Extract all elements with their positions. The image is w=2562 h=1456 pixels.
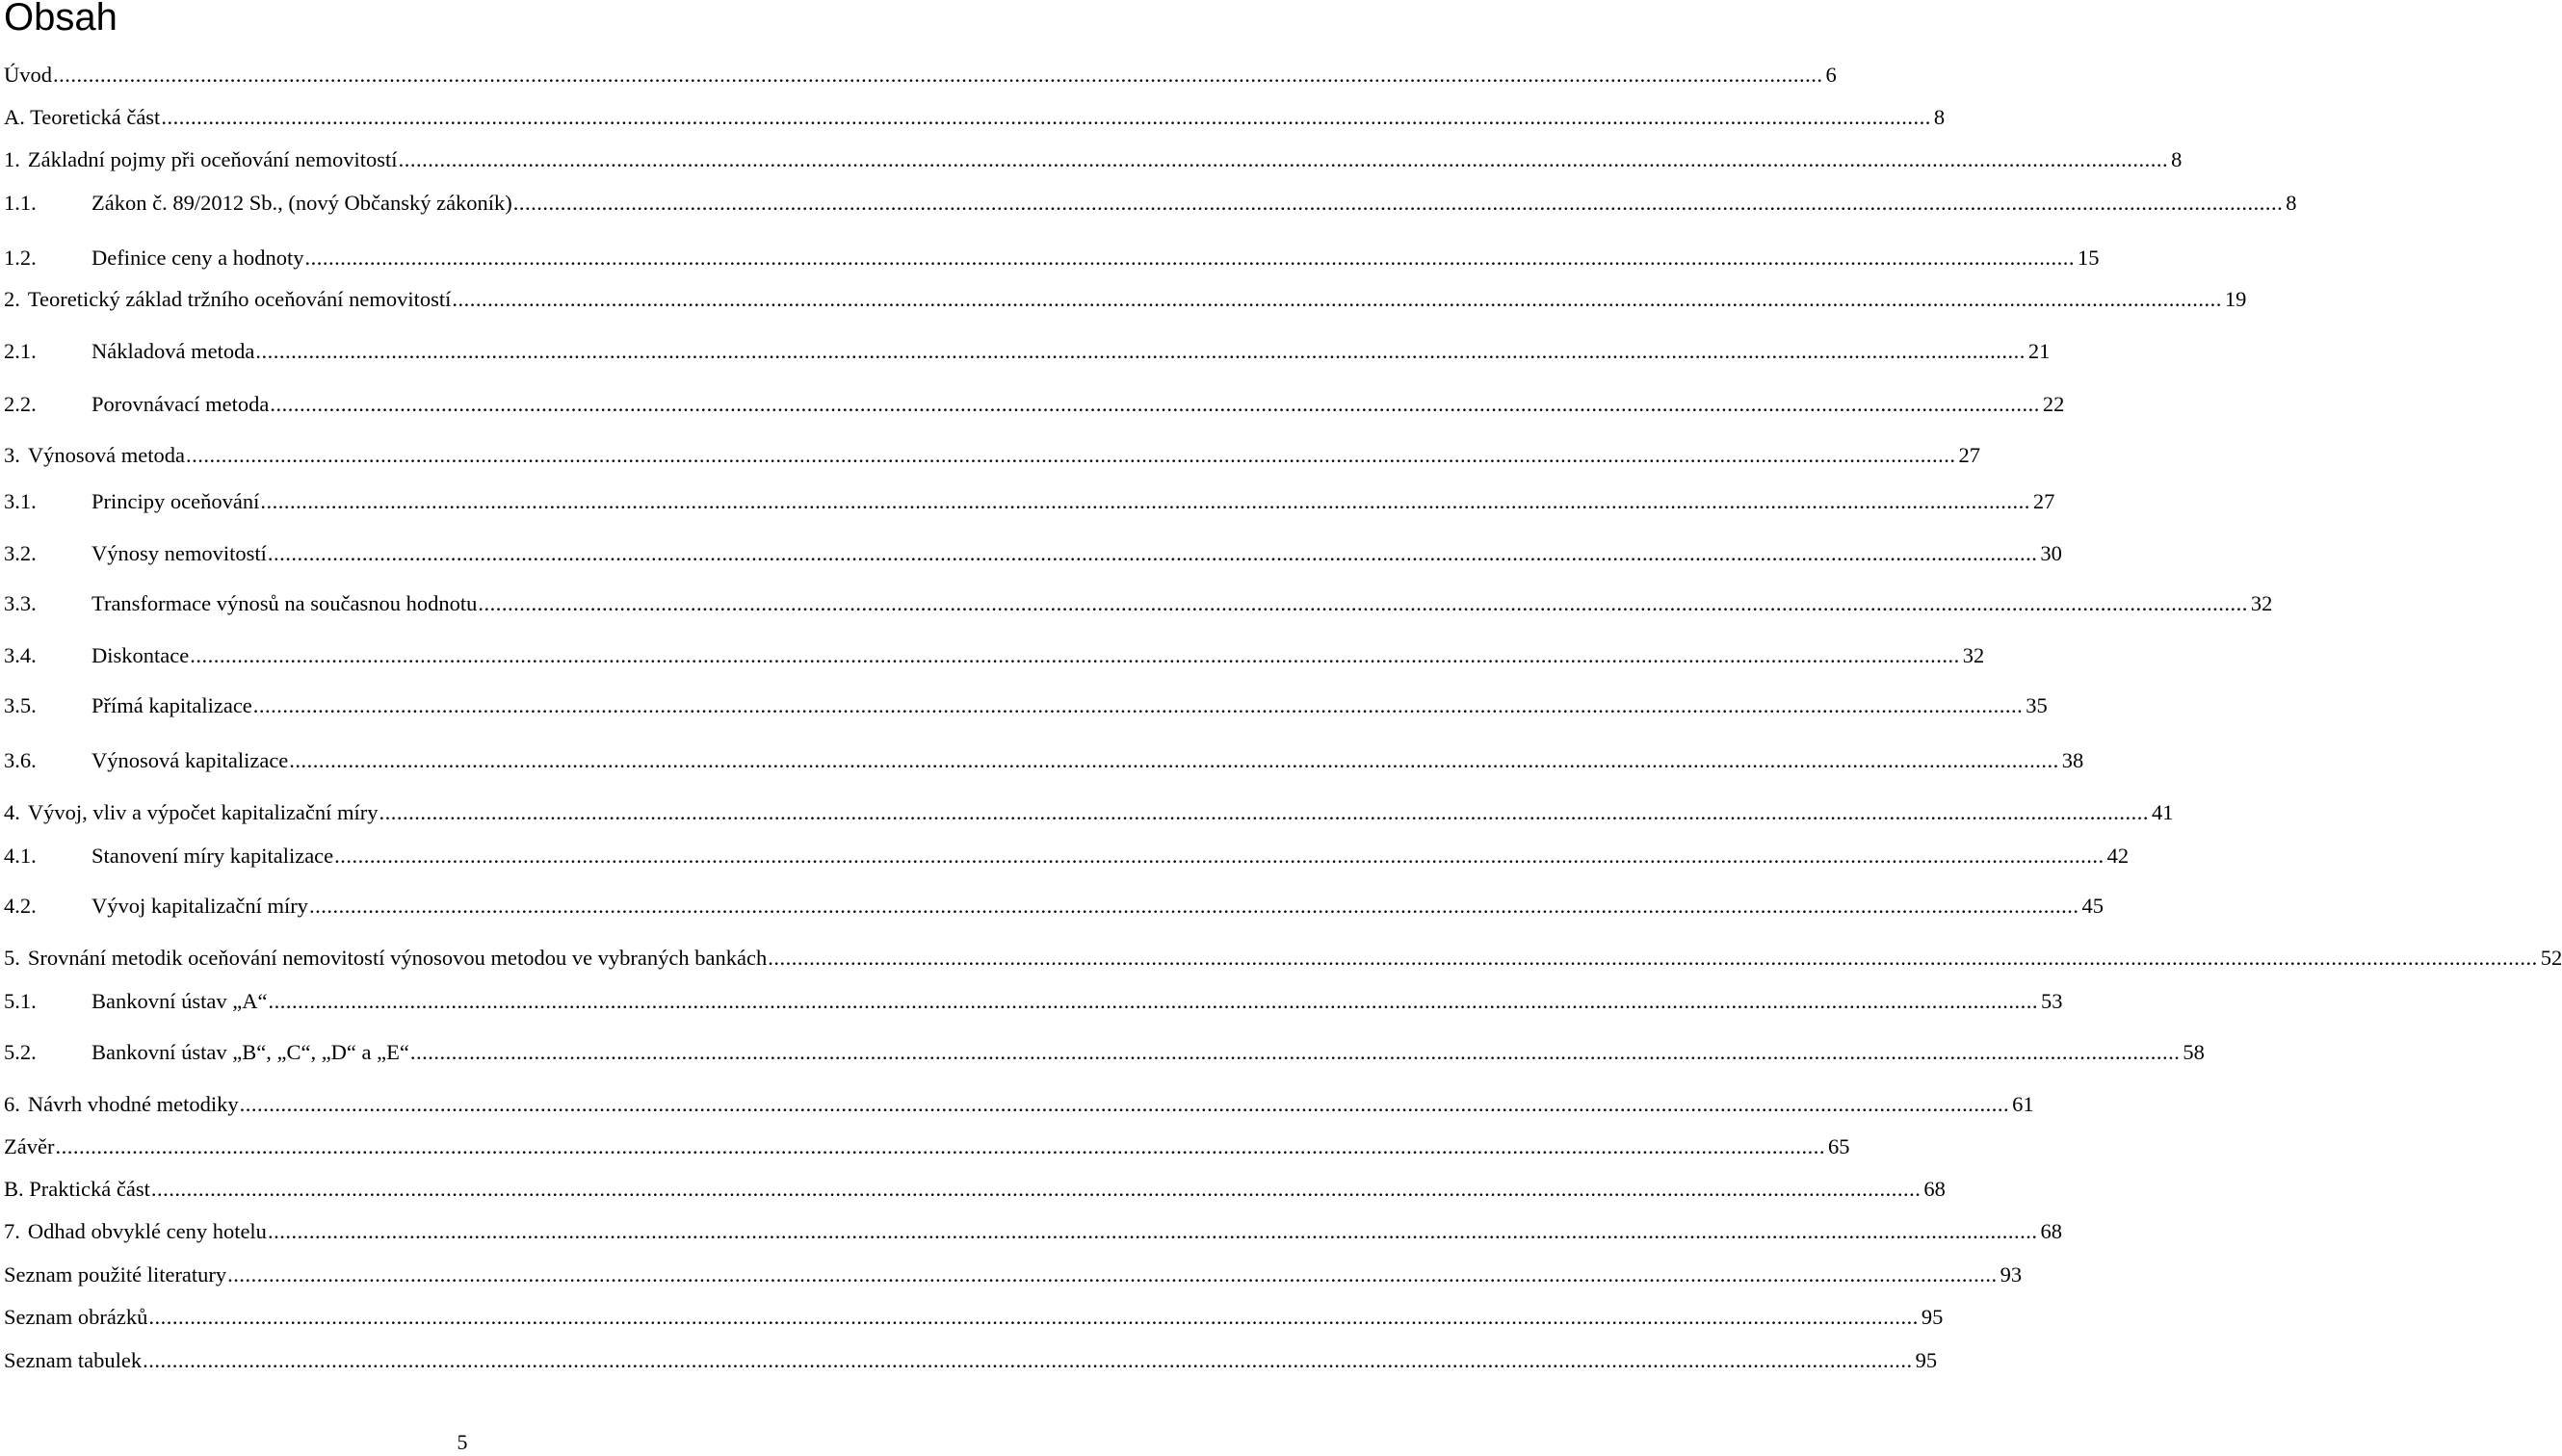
toc-dot-leader: ............................................................................................................................................................................................................................................................................................................ [398, 147, 2169, 171]
toc-entry-number: 5. [4, 946, 20, 970]
toc-entry-page: 58 [2183, 1040, 2205, 1064]
toc-dot-leader: ............................................................................................................................................................................................................................................................................................................ [161, 105, 1931, 129]
toc-entry-page: 35 [2026, 693, 2048, 717]
toc-entry[interactable] [4, 891, 2104, 922]
toc-entry-page: 41 [2152, 800, 2174, 824]
toc-entry-page: 68 [2040, 1219, 2062, 1243]
toc-entry-page: 6 [1825, 63, 1837, 87]
toc-entry-number: 4.1. [4, 844, 37, 868]
toc-entry-title: Úvod [4, 63, 52, 87]
toc-entry-title: Odhad obvyklé ceny hotelu [27, 1219, 267, 1243]
toc-entry-number: 5.2. [4, 1040, 37, 1064]
toc-dot-leader: ............................................................................................................................................................................................................................................................................................................ [304, 246, 2076, 270]
toc-entry-title: Výnosová metoda [27, 443, 185, 467]
toc-dot-leader: ............................................................................................................................................................................................................................................................................................................ [268, 989, 2038, 1013]
toc-entry-page: 8 [1933, 105, 1946, 129]
toc-entry[interactable] [4, 1216, 2062, 1247]
toc-entry-page: 45 [2081, 894, 2104, 918]
toc-entry-title: Diskontace [92, 643, 190, 667]
toc-entry[interactable] [4, 943, 2562, 974]
toc-dot-leader: ............................................................................................................................................................................................................................................................................................................ [190, 643, 1960, 667]
toc-entry-number: 3.3. [4, 591, 37, 615]
toc-entry-title: Zákon č. 89/2012 Sb., (nový Občanský zákoník) [92, 191, 512, 215]
toc-entry-page: 27 [2032, 489, 2055, 513]
toc-entry-page: 32 [1962, 643, 1985, 667]
toc-dot-leader: ............................................................................................................................................................................................................................................................................................................ [252, 693, 2024, 717]
toc-entry[interactable] [4, 440, 1980, 471]
toc-entry-page: 61 [2012, 1092, 2034, 1116]
toc-entry-number: 4. [4, 800, 20, 824]
toc-dot-leader: ............................................................................................................................................................................................................................................................................................................ [255, 339, 2026, 363]
toc-dot-leader: ............................................................................................................................................................................................................................................................................................................ [267, 541, 2038, 565]
toc-entry[interactable] [4, 1345, 1938, 1376]
toc-entry[interactable] [4, 336, 2051, 367]
toc-entry-number: 5.1. [4, 989, 37, 1013]
toc-entry[interactable] [4, 745, 2084, 776]
toc-entry-number: 1. [4, 147, 20, 171]
toc-entry[interactable] [4, 986, 2063, 1017]
toc-dot-leader: ............................................................................................................................................................................................................................................................................................................ [478, 591, 2248, 615]
toc-entry[interactable] [4, 389, 2065, 420]
toc-entry[interactable] [4, 1089, 2034, 1120]
toc-entry-title: Definice ceny a hodnoty [92, 246, 304, 270]
toc-dot-leader: ............................................................................................................................................................................................................................................................................................................ [267, 1219, 2038, 1243]
toc-entry-number: 3.4. [4, 643, 37, 667]
toc-entry-number: 1.2. [4, 246, 37, 270]
toc-entry[interactable] [4, 1131, 1850, 1162]
toc-entry-title: Porovnávací metoda [92, 392, 270, 416]
toc-entry-page: 95 [1921, 1305, 1944, 1329]
toc-entry[interactable] [4, 486, 2055, 517]
toc-entry[interactable] [4, 841, 2130, 871]
toc-dot-leader: ............................................................................................................................................................................................................................................................................................................ [334, 844, 2104, 868]
toc-dot-leader: ............................................................................................................................................................................................................................................................................................................ [289, 748, 2059, 772]
toc-entry-title: Transformace výnosů na současnou hodnotu [92, 591, 478, 615]
toc-dot-leader: ............................................................................................................................................................................................................................................................................................................ [379, 800, 2150, 824]
toc-entry-title: Bankovní ústav „A“ [92, 989, 268, 1013]
toc-entry[interactable] [4, 588, 2273, 619]
toc-entry-number: 1.1. [4, 191, 37, 215]
toc-entry-title: Základní pojmy při oceňování nemovitostí [27, 147, 398, 171]
toc-entry-title: Seznam použité literatury [4, 1262, 227, 1287]
toc-entry-page: 8 [2286, 191, 2297, 215]
toc-entry-number: 3.6. [4, 748, 37, 772]
toc-entry-title: Principy oceňování [92, 489, 260, 513]
toc-entry-page: 95 [1915, 1348, 1938, 1372]
toc-entry-number: 7. [4, 1219, 20, 1243]
toc-entry-title: Výnosy nemovitostí [92, 541, 267, 565]
toc-entry[interactable] [4, 144, 2183, 175]
toc-entry-title: Přímá kapitalizace [92, 693, 252, 717]
toc-entry-page: 19 [2224, 287, 2247, 311]
toc-entry-title: Bankovní ústav „B“, „C“, „D“ a „E“ [92, 1040, 409, 1064]
toc-entry-title: Nákladová metoda [92, 339, 255, 363]
toc-dot-leader: ............................................................................................................................................................................................................................................................................................................ [512, 191, 2284, 215]
toc-entry[interactable] [4, 60, 1837, 91]
toc-dot-leader: ............................................................................................................................................................................................................................................................................................................ [260, 489, 2030, 513]
toc-dot-leader: ............................................................................................................................................................................................................................................................................................................ [270, 392, 2040, 416]
toc-entry[interactable] [4, 538, 2062, 569]
page-title: Obsah [4, 0, 118, 39]
toc-entry-title: Návrh vhodné metodiky [27, 1092, 239, 1116]
toc-entry-title: A. Teoretická část [4, 105, 161, 129]
toc-entry-number: 2.1. [4, 339, 37, 363]
toc-entry-number: 2.2. [4, 392, 37, 416]
toc-entry-page: 8 [2171, 147, 2183, 171]
toc-entry[interactable] [4, 690, 2048, 721]
toc-entry[interactable] [4, 284, 2247, 315]
toc-dot-leader: ............................................................................................................................................................................................................................................................................................................ [768, 946, 2538, 970]
toc-entry-number: 3.1. [4, 489, 37, 513]
toc-entry-page: 38 [2061, 748, 2084, 772]
toc-entry[interactable] [4, 188, 2297, 219]
toc-entry[interactable] [4, 1037, 2205, 1068]
toc-entry-page: 68 [1923, 1177, 1946, 1201]
toc-entry-number: 6. [4, 1092, 20, 1116]
toc-dot-leader: ............................................................................................................................................................................................................................................................................................................ [452, 287, 2222, 311]
toc-entry-title: Seznam tabulek [4, 1348, 143, 1372]
toc-entry[interactable] [4, 1174, 1946, 1205]
toc-entry-title: Srovnání metodik oceňování nemovitostí výnosovou metodou ve vybraných bankách [27, 946, 768, 970]
toc-entry-title: Stanovení míry kapitalizace [92, 844, 334, 868]
toc-entry[interactable] [4, 1260, 2023, 1290]
toc-entry-page: 15 [2078, 246, 2100, 270]
toc-entry-page: 32 [2250, 591, 2273, 615]
toc-dot-leader: ............................................................................................................................................................................................................................................................................................................ [150, 1177, 1922, 1201]
toc-dot-leader: ............................................................................................................................................................................................................................................................................................................ [409, 1040, 2181, 1064]
toc-entry-page: 65 [1827, 1134, 1850, 1158]
toc-entry-title: Vývoj kapitalizační míry [92, 894, 308, 918]
toc-entry-title: Výnosová kapitalizace [92, 748, 289, 772]
toc-dot-leader: ............................................................................................................................................................................................................................................................................................................ [53, 63, 1823, 87]
toc-entry-title: Seznam obrázků [4, 1305, 148, 1329]
toc-entry-page: 30 [2040, 541, 2062, 565]
toc-entry-title: B. Praktická část [4, 1177, 150, 1201]
toc-dot-leader: ............................................................................................................................................................................................................................................................................................................ [143, 1348, 1913, 1372]
toc-entry-page: 52 [2540, 946, 2562, 970]
toc-dot-leader: ............................................................................................................................................................................................................................................................................................................ [185, 443, 1956, 467]
toc-entry[interactable] [4, 797, 2174, 828]
footer-page-number: 5 [457, 1430, 468, 1454]
toc-entry[interactable] [4, 243, 2100, 273]
toc-entry-page: 42 [2106, 844, 2130, 868]
toc-dot-leader: ............................................................................................................................................................................................................................................................................................................ [227, 1262, 1998, 1287]
toc-entry-number: 3.5. [4, 693, 37, 717]
toc-entry-page: 27 [1958, 443, 1980, 467]
toc-entry-page: 21 [2027, 339, 2051, 363]
toc-dot-leader: ............................................................................................................................................................................................................................................................................................................ [308, 894, 2079, 918]
toc-entry[interactable] [4, 102, 1946, 133]
toc-entry-page: 53 [2040, 989, 2063, 1013]
toc-entry[interactable] [4, 640, 1985, 671]
toc-entry-title: Teoretický základ tržního oceňování nemovitostí [27, 287, 452, 311]
toc-entry-page: 22 [2042, 392, 2065, 416]
toc-entry-number: 2. [4, 287, 20, 311]
toc-dot-leader: ............................................................................................................................................................................................................................................................................................................ [55, 1134, 1825, 1158]
toc-entry-title: Závěr [4, 1134, 55, 1158]
toc-entry[interactable] [4, 1302, 1944, 1333]
toc-entry-title: Vývoj, vliv a výpočet kapitalizační míry [27, 800, 379, 824]
toc-entry-number: 3.2. [4, 541, 37, 565]
toc-entry-page: 93 [2000, 1262, 2023, 1287]
toc-entry-number: 3. [4, 443, 20, 467]
toc-dot-leader: ............................................................................................................................................................................................................................................................................................................ [148, 1305, 1919, 1329]
toc-entry-number: 4.2. [4, 894, 37, 918]
toc-dot-leader: ............................................................................................................................................................................................................................................................................................................ [239, 1092, 2010, 1116]
